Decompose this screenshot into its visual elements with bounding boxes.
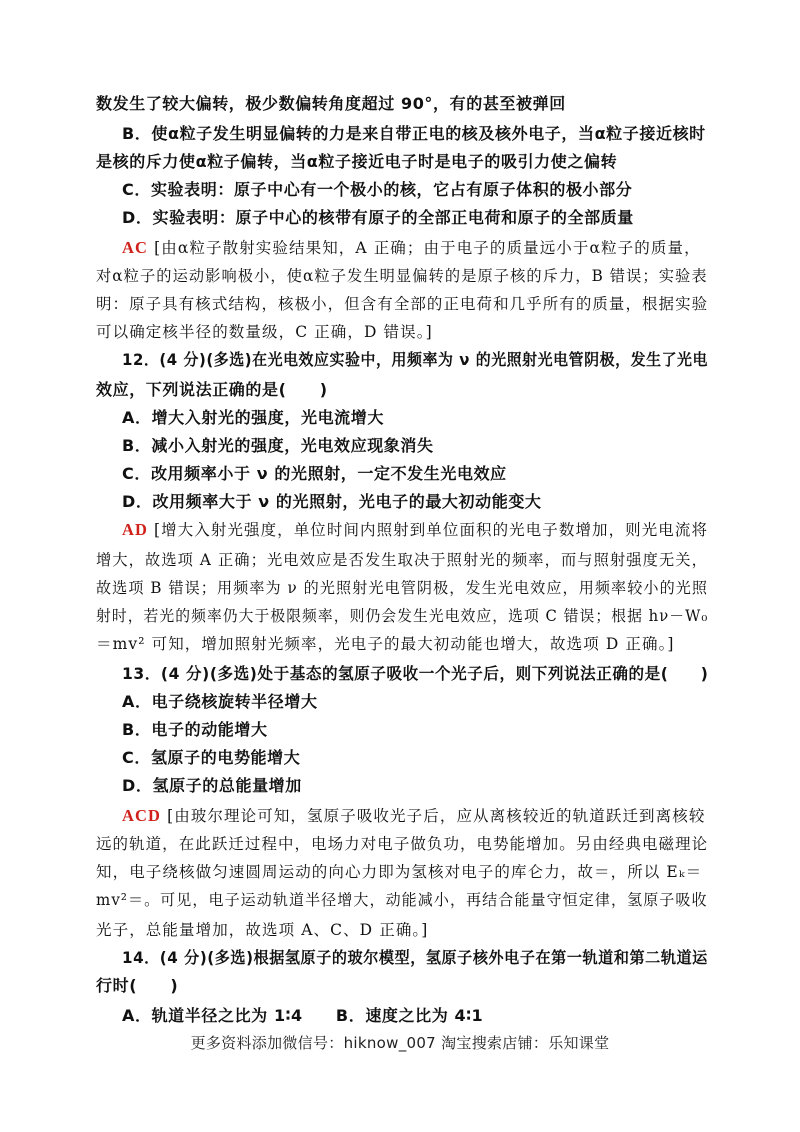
question-12: 12．(4 分)(多选)在光电效应实验中，用频率为 ν 的光照射光电管阴极，发生了光电 [122,350,709,369]
explanation-line [122,806,705,826]
text-line: 数发生了较大偏转，极少数偏转角度超过 90°，有的甚至被弹回 [96,94,566,113]
page-footer: 更多资料添加微信号：hiknow_007 淘宝搜索店铺：乐知课堂 [190,1034,610,1052]
option-d: D．实验表明：原子中心的核带有原子的全部正电荷和原子的全部质量 [122,208,634,227]
explanation-line [122,520,708,540]
option-a: A．增大入射光的强度，光电流增大 [122,408,384,427]
option-b: B．减小入射光的强度，光电效应现象消失 [122,436,434,455]
option-c: C．改用频率小于 ν 的光照射，一定不发生光电效应 [122,464,507,483]
explanation-line: 射时，若光的频率仍大于极限频率，则仍会发生光电效应，选项 C 错误；根据 hν－W₀ [96,607,709,625]
option-c: C．实验表明：原子中心有一个极小的核，它占有原子体积的极小部分 [122,180,633,199]
option-ab: A．轨道半径之比为 1∶4 B．速度之比为 4∶1 [122,1006,484,1025]
explanation-text: [增大入射光强度，单位时间内照射到单位面积的光电子数增加，则光电流将 [148,521,709,539]
explanation-text: [由α粒子散射实验结果知，A 正确；由于电子的质量远小于α粒子的质量， [148,239,701,257]
explanation-line: 明：原子具有核式结构，核极小，但含有全部的正电荷和几乎所有的质量，根据实验 [96,295,709,313]
option-a: A．电子绕核旋转半径增大 [122,692,318,711]
explanation-line: 远的轨道，在此跃迁过程中，电场力对电子做负功，电势能增加。另由经典电磁理论 [96,835,709,853]
text-line: 行时( ) [96,976,179,995]
option-d: D．氢原子的总能量增加 [122,776,302,795]
explanation-line [122,238,701,258]
question-14: 14．(4 分)(多选)根据氢原子的玻尔模型，氢原子核外电子在第一轨道和第二轨道运 [122,948,708,967]
explanation-line: 增大，故选项 A 正确；光电效应是否发生取决于照射光的频率，而与照射强度无关， [96,551,708,569]
text-line: 是核的斥力使α粒子偏转，当α粒子接近电子时是电子的吸引力使之偏转 [96,152,618,171]
explanation-line: ＝mv² 可知，增加照射光频率，光电子的最大初动能也增大，故选项 D 正确。] [96,635,675,653]
explanation-line: 故选项 B 错误；用频率为 ν 的光照射光电管阴极，发生光电效应，用频率较小的光照 [96,579,709,597]
option-b: B．电子的动能增大 [122,720,268,739]
option-b: B．使α粒子发生明显偏转的力是来自带正电的核及核外电子，当α粒子接近核时 [122,124,706,143]
explanation-line: 光子，总能量增加，故选项 A、C、D 正确。] [96,921,429,939]
explanation-line: mv²＝。可见，电子运动轨道半径增大，动能减小，再结合能量守恒定律，氢原子吸收 [96,891,708,909]
answer-key: ACD [122,806,162,825]
explanation-line: 知，电子绕核做匀速圆周运动的向心力即为氢核对电子的库仑力，故＝，所以 Eₖ＝ [96,863,703,881]
explanation-line: 可以确定核半径的数量级，C 正确，D 错误。] [96,323,433,341]
explanation-text: [由玻尔理论可知，氢原子吸收光子后，应从离核较近的轨道跃迁到离核较 [161,807,706,825]
option-c: C．氢原子的电势能增大 [122,748,301,767]
answer-key: AD [122,520,149,539]
explanation-line: 对α粒子的运动影响极小，使α粒子发生明显偏转的是原子核的斥力，B 错误；实验表 [96,267,708,285]
answer-key: AC [122,238,149,257]
question-13: 13．(4 分)(多选)处于基态的氢原子吸收一个光子后，则下列说法正确的是( ) [122,664,709,683]
option-d: D．改用频率大于 ν 的光照射，光电子的最大初动能变大 [122,492,542,511]
text-line: 效应，下列说法正确的是( ) [96,380,328,399]
